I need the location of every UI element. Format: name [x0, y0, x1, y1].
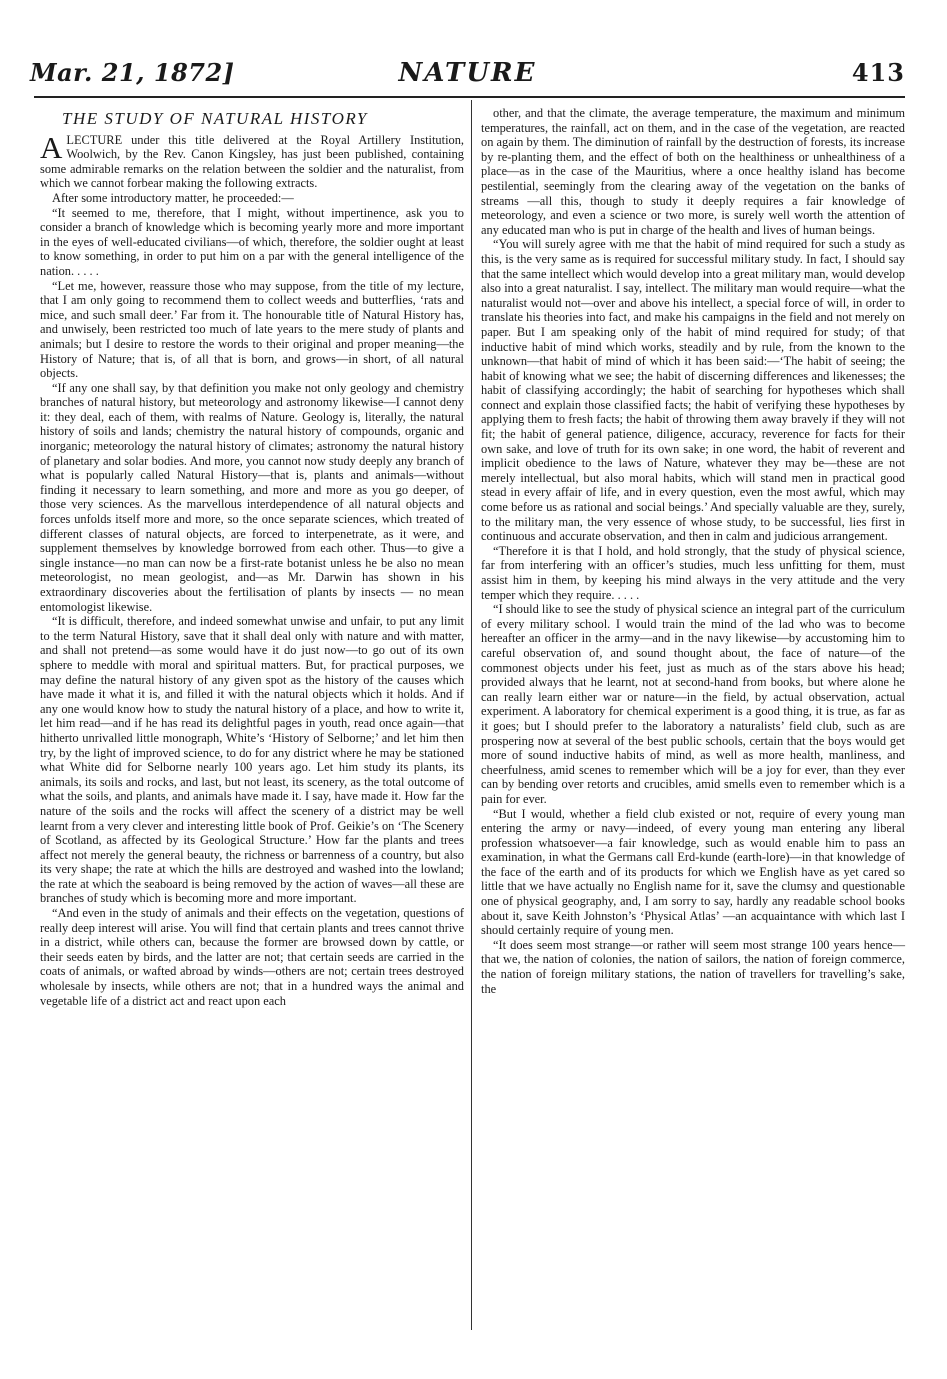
paragraph: “But I would, whether a field club existed or not, require of every young man entering the army or navy—indeed, of every young man entering any liberal profession whatsoever—a fair knowledge, such as would enable him to pass an examination, in what the Germans call Erd-kunde (earth-lore)—in that knowledge of the face of the earth and of its products for which we English have as yet cared so little that we have actually no English name for it, save the clumsy and questionable one of physical geography, and, I am sorry to say, hardly any readable school books about it, save Keith Johnston’s ‘Physical Atlas’ —an acquaintance with which last I should certainly require of young men. — [481, 806, 905, 938]
header-rule — [34, 96, 905, 98]
issue-date: Mar. 21, 1872] — [30, 58, 235, 87]
lead-line: After some introductory matter, he proceeded:— — [52, 190, 294, 205]
page-header — [30, 58, 905, 98]
column-divider — [471, 100, 472, 1330]
drop-cap: A — [40, 129, 63, 165]
article-title: THE STUDY OF NATURAL HISTORY — [62, 109, 368, 128]
article-intro — [40, 129, 464, 191]
left-column — [40, 106, 464, 1008]
paragraph: “And even in the study of animals and their effects on the vegetation, questions of really deep interest will arise. You will find that certain plants and trees cannot thrive in a district, while others can, because the former are browsed down by cattle, or their seeds eaten by birds, and the latter are not; that certain seeds are carried in the coats of animals, or wafted abroad by winds—others are not; certain trees destroyed wholesale by insects, while others are not; that in a hundred ways the animal and vegetable life of a district act and react upon each — [40, 906, 464, 1008]
journal-title: NATURE — [398, 58, 537, 88]
paragraph: “You will surely agree with me that the habit of mind required for such a study as this, is the very same as is required for successful military study. In fact, I should say that the same intellect which would develop into a great military man, would develop also into a great naturalist. I say, intellect. The military man would require—what the naturalist would not—over and above his intellect, a special force of will, in order to translate his theories into fact, and make his campaigns in the field and not merely on paper. But I am speaking only of the habit of mind required for study; of that inductive habit of mind which works, steadily and by rule, from the known to the unknown—that habit of mind of which it has been said:—‘The habit of seeing; the habit of knowing what we see; the habit of discerning differences and likenesses; the habit of classifying accordingly; the habit of searching for hypotheses which shall connect and explain those classified facts; the habit of verifying these hypotheses by applying them to fresh facts; the habit of throwing them away bravely if they will not fit; the habit of general patience, diligence, accuracy, reverence for facts for their own sake, and love of truth for its own sake; in one word, the habit of reverent and implicit obedience to the laws of Nature, whatever they may be—these are not merely intellectual, but also moral habits, which will stand men in practical good stead in every affair of life, and in every question, even the most awful, which may come before us as rational and social beings.’ And specially valuable are they, surely, to the military man, the very essence of whose study, to be successful, lies first in continuous and accurate observation, and then in calm and judicious arrangement. — [481, 237, 905, 544]
intro-text: LECTURE under this title delivered at the Royal Artillery Institution, Woolwich, by the Rev. Canon Kingsley, has just been published, containing some admirable remarks on the relation between the soldier and the naturalist, from which we cannot forbear making the following extracts. — [40, 132, 464, 191]
paragraph: “If any one shall say, by that definition you make not only geology and chemistry branches of natural history, but meteorology and astronomy likewise—I cannot deny it: they deal, each of them, with realms of Nature. Geology is, literally, the natural history of soils and lands; chemistry the natural history of compounds, organic and inorganic; meteorology the natural history of climates; astronomy the natural history of planetary and solar bodies. And more, you cannot now study deeply any branch of what is popularly called Natural History—that is, plants and animals—without finding it necessary to learn something, and more and more as you go deeper, of those very sciences. As the marvellous interdependence of all natural objects and forces unfolds itself more and more, so the once separate sciences, which treated of different classes of natural objects, are forced to interpenetrate, as it were, and supplement themselves by knowledge borrowed from each other. Thus—to give a single instance—no man can now be a first-rate botanist unless he be also no mean meteorologist, no mean geologist, and—as Mr. Darwin has shown in his extraordinary discoveries about the fertilisation of plants by insects — no mean entomologist likewise. — [40, 380, 464, 614]
paragraph: “Therefore it is that I hold, and hold strongly, that the study of physical science, far from interfering with an officer’s studies, much less unfitting for them, must assist him in them, by keeping his mind always in the very attitude and the very temper which they require. . . . . — [481, 543, 905, 602]
page-number: 413 — [851, 58, 905, 87]
paragraph: “Let me, however, reassure those who may suppose, from the title of my lecture, that I am only going to recommend them to collect weeds and butterflies, ‘rats and mice, and such small deer.’ Far from it. The honourable title of Natural History has, and unwisely, been restricted too much of late years to the mere study of plants and animals; but I desire to restore the words to their original and proper meaning—the History of Nature; that is, of all that is born, and grows—in short, of all natural objects. — [40, 278, 464, 381]
paragraph: “It seemed to me, therefore, that I might, without impertinence, ask you to consider a branch of knowledge which is becoming yearly more and more important in the eyes of well-educated civilians—of which, therefore, the soldier ought at least to know something, in order to put him on a par with the general intelligence of the nation. . . . . — [40, 205, 464, 278]
right-column — [481, 106, 905, 996]
paragraph: “I should like to see the study of physical science an integral part of the curriculum of every military school. I would train the mind of the lad who was to become hereafter an officer in the army—and in the navy likewise—by accustoming him to careful observation of, and sound thought about, the face of nature—of the commonest objects under his feet, just as much as of the stars above his head; provided always that he learnt, not at second-hand from books, but where alone he can really learn either war or nature—in the field, by actual observation, actual experiment. A laboratory for chemical experiment is a good thing, it is true, as far as it goes; but I should prefer to the laboratory a naturalists’ field club, such as are prospering now at several of the best public schools, certain that the boys would get more of sound inductive habits of mind, as well as more health, manliness, and cheerfulness, amid scenes to remember which will be a joy for ever, than they ever can by bending over retorts and crucibles, amid smells even to remember which is a pain for ever. — [481, 602, 905, 806]
paragraph: “It does seem most strange—or rather will seem most strange 100 years hence—that we, the nation of colonies, the nation of sailors, the nation of foreign commerce, the nation of foreign military stations, the nation of travellers for travelling’s sake, the — [481, 937, 905, 996]
paragraph-continued: other, and that the climate, the average temperature, the maximum and minimum temperatures, the rainfall, act on them, and in the case of the vegetation, are reacted on again by them. The diminution of rainfall by the destruction of forests, its increase by re-planting them, and the effect of both on the healthiness or unhealthiness of a place—as in the case of the Mauritius, where a once healthy island has become pestilential, seemingly from the clearing away of the vegetation on the banks of streams —all this, though to study it deeply requires a fair knowledge of meteorology, and even a science or two more, is surely well worth the attention of any educated man who is put in charge of the health and lives of human beings. — [481, 106, 905, 237]
paragraph: “It is difficult, therefore, and indeed somewhat unwise and unfair, to put any limit to the term Natural History, save that it shall deal only with nature and with matter, and shall not pretend—as some would have it do just now—to go out of its own sphere to meddle with moral and spiritual matters. But, for practical purposes, we may define the natural history of any given spot as the history of the causes which have made it what it is, and filled it with the natural objects which it holds. And if any one would know how to study the natural history of a place, and how to write it, let him read—and if he has read its delightful pages in youth, read once again—that hitherto unrivalled little monograph, White’s ‘History of Selborne;’ and let him then try, by the light of improved science, to do for any district where he may be stationed what White did for Selborne nearly 100 years ago. Let him study its plants, its animals, its soils and rocks, and last, but not least, its scenery, as the total outcome of what the soils, and plants, and animals have made it. I say, have made it. How far the nature of the soils and the rocks will affect the scenery of a district may be well learnt from a very clever and interesting little book of Prof. Geikie’s on ‘The Scenery of Scotland, as affected by its Geological Structure.’ How far the plants and trees affect not merely the general beauty, the richness or barrenness of a country, but also its very shape; the rate at which the hills are destroyed and washed into the lowland; the rate at which the seaboard is being removed by the action of waves—all these are branches of study which is becoming more and more important. — [40, 614, 464, 906]
